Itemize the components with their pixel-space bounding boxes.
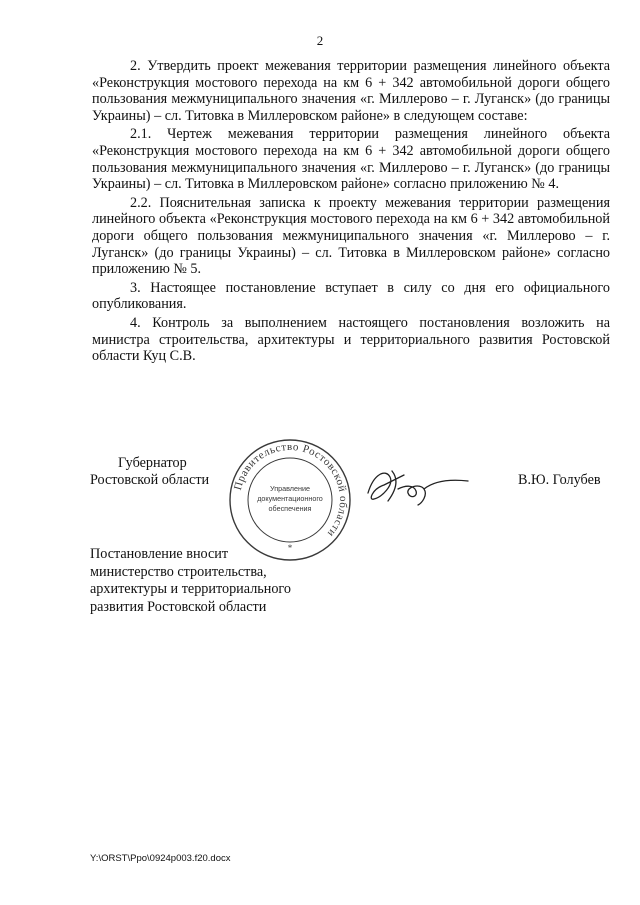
seal-outer-text: Правительство Ростовской области xyxy=(232,440,350,540)
document-body xyxy=(92,58,610,367)
seal-inner-line3: обеспечения xyxy=(268,504,312,513)
paragraph-2-2: 2.2. Пояснительная записка к проекту межевания территории размещения линейного объекта «Реконструкция мостового перехода на км 6 + 342 автомобильной дороги общего пользования межмуниципального значения «г. Миллерово – г. Луганск» (до границы Украины) – сл. Титовка в Миллеровском районе» согласно приложению № 5. xyxy=(92,194,610,278)
page-number: 2 xyxy=(316,33,324,48)
paragraph-4: 4. Контроль за выполнением настоящего постановления возложить на министра строительства, архитектуры и территориального развития Ростовской области Куц С.В. xyxy=(92,314,610,365)
signatory-title-line1: Губернатор xyxy=(118,455,187,471)
handwritten-signature xyxy=(364,463,474,509)
paragraph-3: 3. Настоящее постановление вступает в силу со дня его официального опубликования. xyxy=(92,279,610,313)
paragraph-2: 2. Утвердить проект межевания территории размещения линейного объекта «Реконструкция мостового перехода на км 6 + 342 автомобильной дороги общего пользования межмуниципального значения «г. Миллерово – г. Луганск» (до границы Украины) – сл. Титовка в Миллеровском районе» в следующем составе: xyxy=(92,58,610,124)
submitted-by-block xyxy=(90,546,291,616)
submitted-by-line2: министерство строительства, xyxy=(90,563,267,580)
official-seal xyxy=(227,437,353,563)
seal-inner-line1: Управление xyxy=(270,484,310,493)
seal-star: * xyxy=(287,543,293,553)
submitted-by-line3: архитектуры и территориального xyxy=(90,581,291,598)
signatory-name: В.Ю. Голубев xyxy=(518,472,601,488)
signatory-title-line2: Ростовской области xyxy=(90,472,210,488)
submitted-by-line1: Постановление вносит xyxy=(90,546,229,562)
paragraph-2-1: 2.1. Чертеж межевания территории размещения линейного объекта «Реконструкция мостового перехода на км 6 + 342 автомобильной дороги общего пользования межмуниципального значения «г. Миллерово – г. Луганск» (до границы Украины) – сл. Титовка в Миллеровском районе» согласно приложению № 4. xyxy=(92,126,610,193)
signatory-title xyxy=(90,455,209,489)
seal-inner-line2: документационного xyxy=(257,494,323,503)
file-path-footer: Y:\ORST\Ppo\0924p003.f20.docx xyxy=(90,853,231,864)
submitted-by-line4: развития Ростовской области xyxy=(90,598,267,615)
